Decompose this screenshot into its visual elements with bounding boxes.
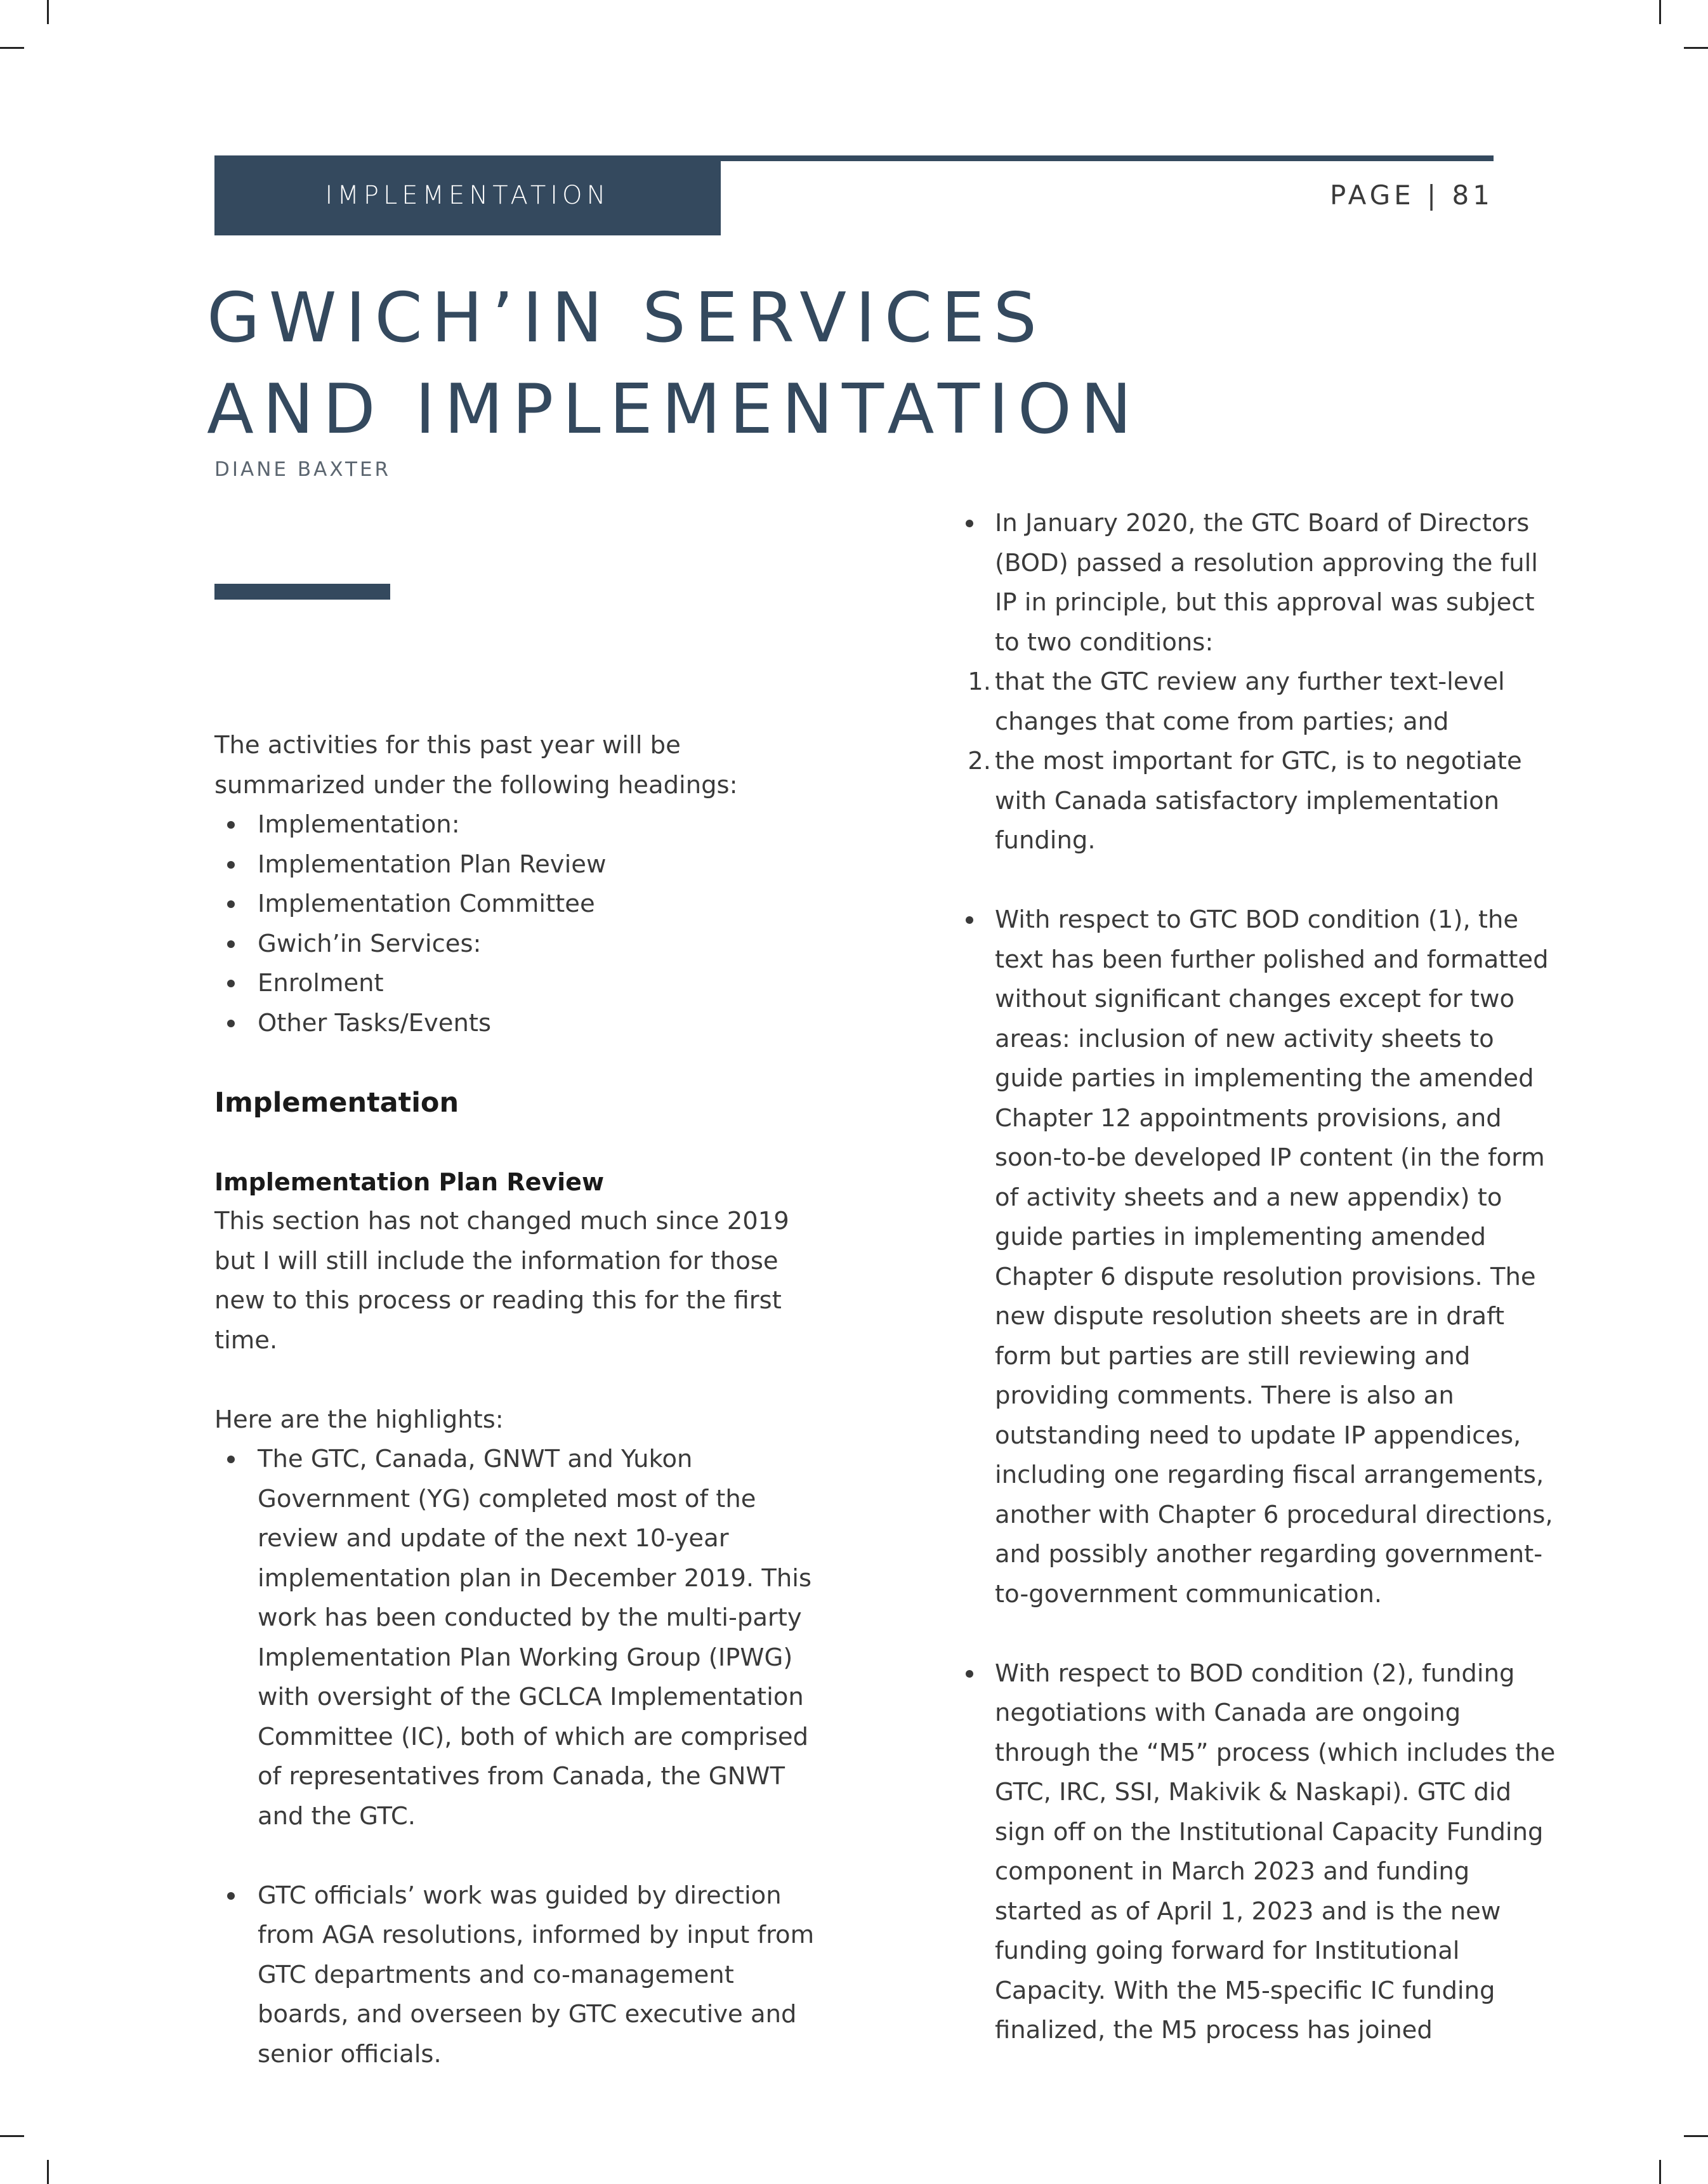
list-number: 1. <box>968 668 991 696</box>
list-item: Implementation: <box>214 805 824 845</box>
crop-mark-top-right-h <box>1684 47 1708 49</box>
list-item: In January 2020, the GTC Board of Directors (BOD) passed a resolution approving the full IP in principle, but this approval was subject to two conditions: <box>963 504 1560 662</box>
list-item: The GTC, Canada, GNWT and Yukon Government (YG) completed most of the review and update of the next 10-year implementation plan in December 2019. This work has been conducted by the multi-party Implementation Plan Working Group (IPWG) with oversight of the GCLCA Implementation Committee (IC), both of which are comprised of representatives from Canada, the GNWT and the GTC. <box>214 1440 824 1836</box>
crop-mark-top-left-h <box>0 47 24 49</box>
conditions-list <box>963 662 1560 861</box>
body-paragraph: This section has not changed much since 2019 but I will still include the information for those new to this process or reading this for the first time. <box>214 1207 789 1355</box>
highlights-list <box>214 1440 824 1836</box>
highlights-list-2 <box>214 1876 824 2075</box>
list-text: that the GTC review any further text-level changes that come from parties; and <box>995 668 1505 736</box>
page-number: PAGE | 81 <box>1329 180 1494 211</box>
page-title <box>207 273 1476 456</box>
right-bullets-2 <box>963 900 1560 1614</box>
sub-heading: Implementation Plan Review <box>214 1168 605 1196</box>
left-column <box>214 726 824 2074</box>
crop-mark-bottom-right-h <box>1684 2135 1708 2137</box>
page-title-line-1: GWICH’IN SERVICES <box>207 279 1046 358</box>
list-item: Implementation Plan Review <box>214 845 824 885</box>
list-item <box>963 662 1560 742</box>
crop-mark-top-left-v <box>47 0 49 24</box>
list-item: Implementation Committee <box>214 885 824 924</box>
list-item: With respect to BOD condition (2), funding negotiations with Canada are ongoing through the “M5” process (which includes the GTC, IRC, SSI, Makivik & Naskapi). GTC did sign off on the Institutional Capacity Funding component in March 2023 and funding started as of April 1, 2023 and is the new funding going forward for Institutional Capacity. With the M5-specific IC funding finalized, the M5 process has joined <box>963 1654 1560 2051</box>
crop-mark-top-right-v <box>1659 0 1661 24</box>
right-bullets-1 <box>963 504 1560 662</box>
list-item: Other Tasks/Events <box>214 1004 824 1044</box>
list-item <box>963 742 1560 861</box>
list-text: the most important for GTC, is to negotiate with Canada satisfactory implementation funding. <box>995 747 1522 855</box>
author-name: DIANE BAXTER <box>214 458 391 481</box>
list-item: GTC officials’ work was guided by direction from AGA resolutions, informed by input from GTC departments and co-management boards, and overseen by GTC executive and senior officials. <box>214 1876 824 2075</box>
list-item: Enrolment <box>214 964 824 1004</box>
highlights-intro: Here are the highlights: <box>214 1405 504 1434</box>
intro-paragraph: The activities for this past year will be summarized under the following headings: <box>214 731 738 799</box>
list-item: With respect to GTC BOD condition (1), the text has been further polished and formatted without significant changes except for two areas: inclusion of new activity sheets to guide parties in implementing the amended Chapter 12 appointments provisions, and soon-to-be developed IP content (in the form of activity sheets and a new appendix) to guide parties in implementing amended Chapter 6 dispute resolution provisions. The new dispute resolution sheets are in draft form but parties are still reviewing and providing comments. There is also an outstanding need to update IP appendices, including one regarding fiscal arrangements, another with Chapter 6 procedural directions, and possibly another regarding government-to-government communication. <box>963 900 1560 1614</box>
headings-list <box>214 805 824 1043</box>
list-number: 2. <box>968 747 991 775</box>
crop-mark-bottom-left-h <box>0 2135 24 2137</box>
right-column <box>963 504 1560 2051</box>
header-rule <box>721 155 1494 161</box>
section-heading: Implementation <box>214 1086 459 1119</box>
crop-mark-bottom-left-v <box>47 2160 49 2184</box>
list-item: Gwich’in Services: <box>214 924 824 964</box>
accent-bar <box>214 584 390 600</box>
page-title-line-2: AND IMPLEMENTATION <box>207 370 1141 449</box>
right-bullets-3 <box>963 1654 1560 2051</box>
crop-mark-bottom-right-v <box>1659 2160 1661 2184</box>
section-header-label: IMPLEMENTATION <box>325 181 610 210</box>
